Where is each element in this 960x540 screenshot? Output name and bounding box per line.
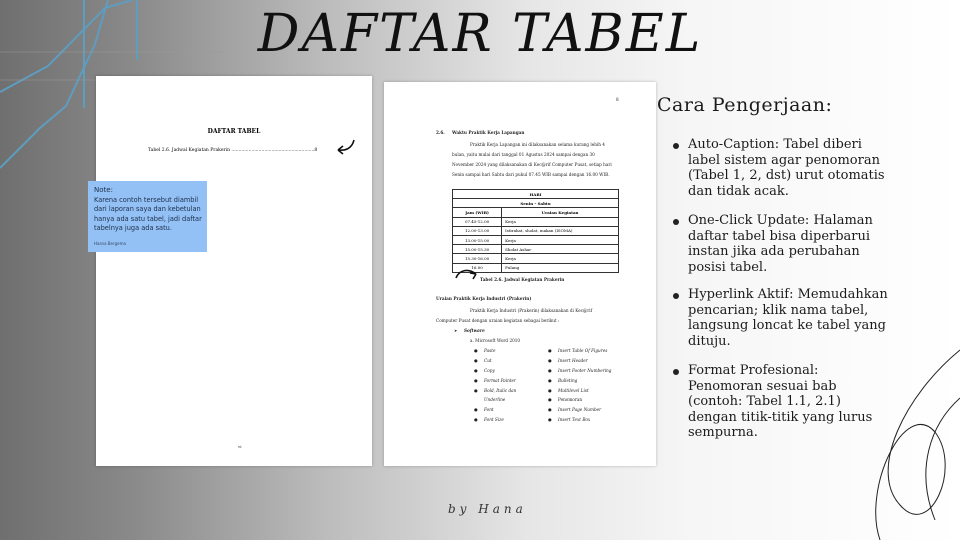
bullet-icon: ●	[548, 358, 552, 363]
table-cell: Istirahat, sholat, makan (ISOMA)	[502, 226, 619, 235]
software-item: a. Microsoft Word 2010	[470, 338, 521, 343]
table-cell: Kerja	[502, 254, 619, 263]
section-number: 2.6.	[436, 130, 445, 135]
table-cell: 12.00-13.00	[453, 226, 502, 235]
feature-item: Insert Text Box	[558, 417, 591, 422]
note-body: Karena contoh tersebut diambil dari laporan saya dan kebetulan hanya ada satu tabel, jadi daftar tabelnya juga ada satu.	[94, 196, 202, 233]
bullet-icon: ●	[548, 378, 552, 383]
cara-pengerjaan-heading: Cara Pengerjaan:	[657, 94, 833, 116]
author-byline: by Hana	[448, 502, 527, 516]
note-title: Note:	[94, 186, 113, 194]
curved-arrow-icon	[454, 266, 480, 282]
schedule-table	[452, 189, 619, 273]
feature-item: Cut	[484, 358, 492, 363]
table-row	[453, 217, 619, 226]
curved-arrow-icon	[334, 138, 358, 156]
table-header: HARI	[453, 190, 619, 199]
bullet-icon: ●	[474, 358, 478, 363]
feature-item: Bulleting	[558, 378, 578, 383]
table-cell: 13.00-15.00	[453, 235, 502, 244]
paragraph-line: November 2024 yang dilaksanakan di Kec@rif Computer Pusat, setiap hari	[452, 162, 612, 167]
table-cell: 15.30-16.00	[453, 254, 502, 263]
document-page-daftar-tabel	[96, 76, 372, 466]
table-cell: 15.00-15.30	[453, 245, 502, 254]
paragraph-line: Computer Pusat dengan uraian kegiatan sebagai berikut :	[436, 318, 560, 323]
feature-item: Insert Header	[558, 358, 588, 363]
feature-item: Font Size	[484, 417, 504, 422]
feature-item: Format Painter	[484, 378, 517, 383]
bullet-icon	[673, 143, 679, 149]
bullet-icon: ●	[474, 348, 478, 353]
feature-item: Insert Page Number	[558, 407, 602, 412]
feature-item: Insert Table Of Figures	[558, 348, 608, 353]
table-cell: Kerja	[502, 217, 619, 226]
instruction-item: Auto-Caption: Tabel diberi label sistem agar penomoran (Tabel 1, 2, dst) urut otomatis dan tidak acak.	[688, 137, 885, 199]
daftar-tabel-heading: DAFTAR TABEL	[207, 128, 261, 135]
subsection-title: Uraian Praktik Kerja Industri (Prakerin)	[436, 296, 532, 301]
table-of-tables-entry[interactable]: Tabel 2.6. Jadwal Kegiatan Prakerin ..........................................................8	[148, 148, 318, 153]
feature-item: Paste	[484, 348, 496, 353]
table-subheader: Senin - Sabtu	[453, 199, 619, 208]
table-cell: Sholat Ashar	[502, 245, 619, 254]
bullet-icon	[673, 219, 679, 225]
bullet-icon: ●	[548, 388, 552, 393]
bullet-icon: ●	[548, 417, 552, 422]
note-box	[88, 181, 207, 252]
bullet-icon: ●	[474, 407, 478, 412]
table-caption: Tabel 2.6. Jadwal Kegiatan Prakerin	[480, 277, 565, 282]
column-header: Uraian Kegiatan	[502, 208, 619, 217]
feature-item: Copy	[484, 368, 495, 373]
page-number: 8	[616, 97, 619, 102]
page-number: vi	[238, 444, 242, 449]
table-cell: Pulang	[502, 263, 619, 272]
table-row	[453, 245, 619, 254]
instruction-item: Hyperlink Aktif: Memudahkan pencarian; klik nama tabel, langsung loncat ke tabel yang dituju.	[688, 287, 888, 349]
arrow-bullet-icon: ➤	[454, 328, 458, 333]
paragraph-line: bulan, yaitu mulai dari tanggal 01 Agustus 2024 sampai dengan 30	[452, 152, 595, 157]
table-cell: 16.00	[453, 263, 502, 272]
feature-item: Font	[484, 407, 494, 412]
feature-item: Penomoran	[558, 397, 583, 402]
bullet-icon: ●	[474, 378, 478, 383]
bullet-icon: ●	[474, 388, 478, 393]
feature-item: Bold, Italic dan	[484, 388, 517, 393]
document-page-content	[384, 82, 656, 466]
software-label: Software	[464, 328, 485, 333]
bullet-icon: ●	[474, 368, 478, 373]
instruction-item: Format Profesional: Penomoran sesuai bab (contoh: Tabel 1.1, 2.1) dengan titik-titik yang lurus sempurna.	[688, 363, 873, 440]
instruction-item: One-Click Update: Halaman daftar tabel bisa diperbarui instan jika ada perubahan posisi tabel.	[688, 213, 873, 275]
bullet-icon: ●	[548, 368, 552, 373]
bullet-icon	[673, 369, 679, 375]
paragraph-line: Senin sampai hari Sabtu dari pukul 07.45 WIB sampai dengan 16.00 WIB.	[452, 172, 610, 177]
section-title: Waktu Praktik Kerja Lapangan	[452, 130, 525, 135]
page-title: DAFTAR TABEL	[257, 4, 703, 64]
bullet-icon: ●	[474, 417, 478, 422]
bullet-icon: ●	[548, 407, 552, 412]
note-author: Hasna Bergema	[94, 241, 126, 246]
feature-item: Multilevel List	[558, 388, 589, 393]
feature-item: Insert Footer Numbering	[558, 368, 612, 373]
column-header: Jam (WIB)	[453, 208, 502, 217]
table-row	[453, 226, 619, 235]
bullet-icon	[673, 293, 679, 299]
paragraph-line: Praktik Kerja Industri (Prakerin) dilaksanakan di Kec@rif	[470, 308, 593, 313]
bullet-icon: ●	[548, 397, 552, 402]
table-row	[453, 254, 619, 263]
scribble-decoration	[876, 350, 960, 540]
feature-item: Underline	[484, 397, 506, 402]
table-cell: Kerja	[502, 235, 619, 244]
bullet-icon: ●	[548, 348, 552, 353]
table-row	[453, 235, 619, 244]
paragraph-line: Praktik Kerja Lapangan ini dilaksanakan selama kurang lebih 4	[470, 142, 605, 147]
table-cell: 07.45-12.00	[453, 217, 502, 226]
